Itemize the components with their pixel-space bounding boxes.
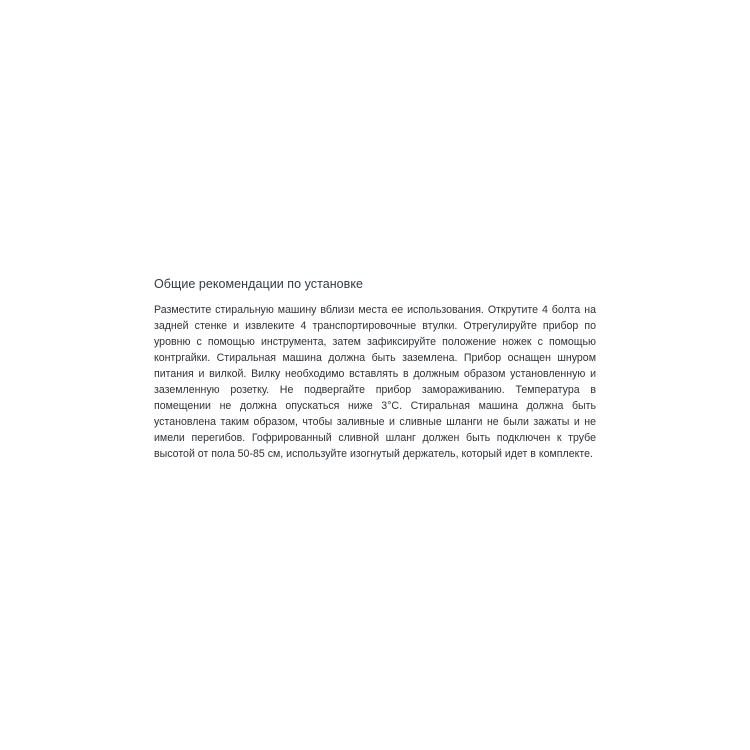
installation-section [154,276,596,462]
section-title: Общие рекомендации по установке [154,277,364,291]
installation-paragraph: Разместите стиральную машину вблизи места ее использования. Открутите 4 болта на задней стенке и извлеките 4 транспортировочные втулки. Отрегулируйте прибор по уровню с помощью инструмента, затем зафиксируйте положение ножек с помощью контргайки. Стиральная машина должна быть заземлена. Прибор оснащен шнуром питания и вилкой. Вилку необходимо вставлять в должным образом установленную и заземленную розетку. Не подвергайте прибор замораживанию. Температура в помещении не должна опускаться ниже 3°C. Стиральная машина должна быть установлена таким образом, чтобы заливные и сливные шланги не были зажаты и не имели перегибов. Гофрированный сливной шланг должен быть подключен к трубе высотой от пола 50-85 см, используйте изогнутый держатель, который идет в комплекте. [154,304,596,460]
